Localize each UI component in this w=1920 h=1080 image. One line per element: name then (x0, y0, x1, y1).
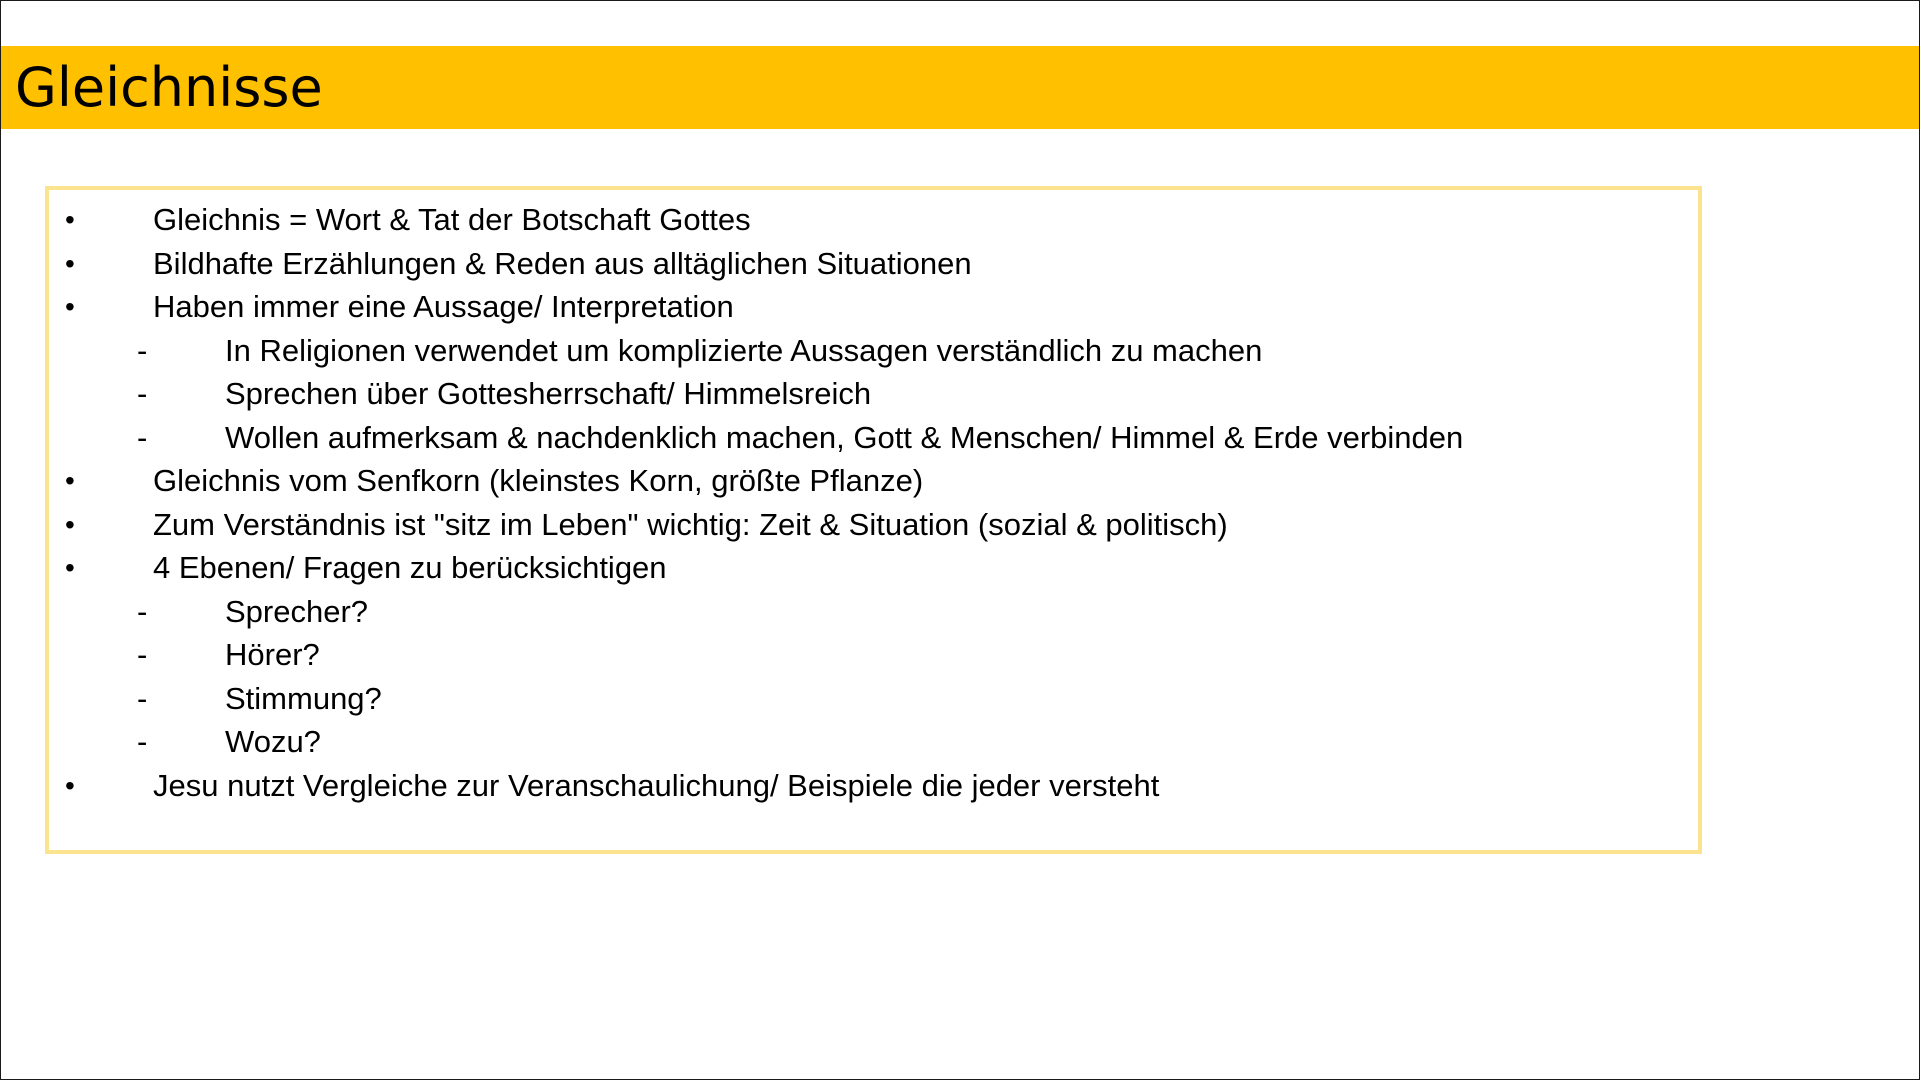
bullet-marker: • (65, 247, 75, 279)
dash-marker: - (137, 724, 148, 759)
sub-item-text: Wollen aufmerksam & nachdenklich machen, Gott & Menschen/ Himmel & Erde verbinden (225, 419, 1464, 455)
bullet-text: Gleichnis = Wort & Tat der Botschaft Gottes (153, 202, 751, 237)
bullet-text: 4 Ebenen/ Fragen zu berücksichtigen (153, 550, 667, 585)
bullet-marker: • (65, 508, 75, 540)
dash-marker: - (137, 376, 148, 411)
bullet-marker: • (65, 769, 75, 801)
dash-marker: - (137, 593, 148, 629)
sub-item-text: Sprecher? (225, 593, 369, 629)
sub-item-text: Stimmung? (225, 680, 382, 716)
bullet-marker: • (65, 291, 75, 322)
bullet-marker: • (65, 552, 75, 583)
bullet-marker: • (65, 204, 75, 235)
title-bar (1, 46, 1920, 129)
dash-marker: - (137, 680, 148, 716)
bullet-text: Bildhafte Erzählungen & Reden aus alltäglichen Situationen (153, 245, 972, 281)
bullet-text: Zum Verständnis ist "sitz im Leben" wichtig: Zeit & Situation (sozial & politisch) (153, 506, 1228, 542)
dash-marker: - (137, 332, 148, 368)
slide-title: Gleichnisse (15, 55, 323, 119)
sub-item-text: Hörer? (225, 637, 320, 672)
bullet-marker: • (65, 465, 75, 496)
bullet-text: Jesu nutzt Vergleiche zur Veranschaulichung/ Beispiele die jeder versteht (153, 767, 1160, 803)
sub-item-text: In Religionen verwendet um komplizierte Aussagen verständlich zu machen (225, 332, 1263, 368)
dash-marker: - (137, 637, 148, 672)
dash-marker: - (137, 419, 148, 455)
sub-item-text: Wozu? (225, 724, 321, 759)
sub-item-text: Sprechen über Gottesherrschaft/ Himmelsreich (225, 376, 872, 411)
bullet-text: Gleichnis vom Senfkorn (kleinstes Korn, größte Pflanze) (153, 463, 924, 498)
content-box (45, 186, 1702, 854)
bullet-text: Haben immer eine Aussage/ Interpretation (153, 289, 734, 324)
